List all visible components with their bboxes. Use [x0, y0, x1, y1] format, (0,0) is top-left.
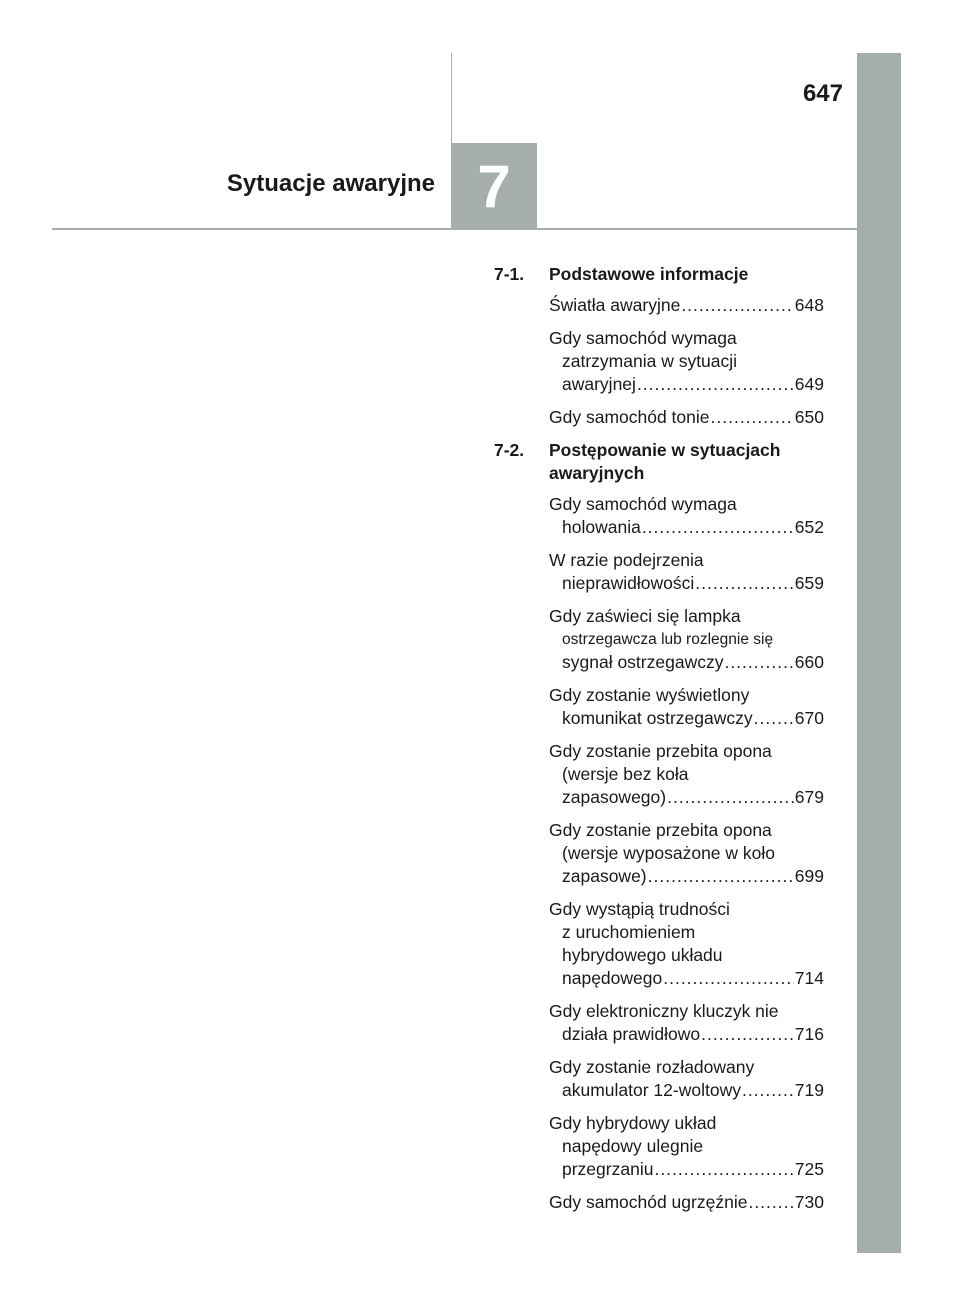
- toc-entry-text: Światła awaryjne: [549, 295, 681, 315]
- toc-entry[interactable]: [549, 549, 824, 595]
- toc-entry-text: Gdy zaświeci się lampka: [549, 606, 741, 626]
- toc-entry-text: (wersje bez koła: [562, 764, 689, 784]
- toc-entry-text: (wersje wyposażone w koło: [562, 843, 776, 863]
- toc-entry-page: 679: [794, 787, 824, 807]
- toc-entry[interactable]: [549, 819, 824, 888]
- header-horizontal-rule: [52, 228, 857, 230]
- toc-entry-text: Gdy samochód ugrzęźnie: [549, 1192, 748, 1212]
- dot-leader: [695, 572, 794, 595]
- toc-entry-page: 699: [794, 866, 824, 886]
- toc-entry-line: [549, 549, 824, 572]
- toc-entry-text: holowania: [562, 517, 641, 537]
- toc-entry-page: 652: [794, 517, 824, 537]
- toc-entry-page: 714: [794, 968, 824, 988]
- toc-entry-line: [549, 406, 824, 429]
- toc-entry-text: Gdy hybrydowy układ: [549, 1113, 717, 1133]
- toc-entry-page: 648: [794, 295, 824, 315]
- header-vertical-rule: [451, 53, 452, 143]
- dot-leader: [663, 967, 794, 990]
- toc-entry-page: 716: [794, 1024, 824, 1044]
- toc-entry-text: Gdy samochód wymaga: [549, 328, 737, 348]
- dot-leader: [642, 516, 794, 539]
- toc-entry[interactable]: [549, 294, 824, 317]
- toc-section-title-line: Podstawowe informacje: [549, 264, 749, 284]
- toc-entry-page: 670: [794, 708, 824, 728]
- toc-entry-line: [549, 1000, 824, 1023]
- chapter-title: Sytuacje awaryjne: [226, 170, 435, 197]
- toc-entry-page: 660: [794, 652, 824, 672]
- toc-entry-text: hybrydowego układu: [562, 945, 723, 965]
- toc-entry-text: awaryjnej: [562, 374, 636, 394]
- toc-entry-line: [549, 651, 824, 674]
- toc-entry-line: [549, 373, 824, 396]
- toc-entry-line: [549, 921, 824, 944]
- toc-entry-line: [549, 865, 824, 888]
- toc-entry-text: ostrzegawcza lub rozlegnie się: [562, 631, 774, 648]
- toc-entry[interactable]: [549, 605, 824, 674]
- toc-section: [494, 439, 824, 1214]
- toc-entry-line: [549, 572, 824, 595]
- toc-entry-text: Gdy zostanie wyświetlony: [549, 685, 750, 705]
- toc-entry-line: [549, 493, 824, 516]
- toc-entry-line: [549, 294, 824, 317]
- toc-entry-page: 730: [794, 1192, 824, 1212]
- toc-entry-text: napędowego: [562, 968, 663, 988]
- toc-entry-line: [549, 842, 824, 865]
- toc-entry-line: [549, 1079, 824, 1102]
- toc-entry[interactable]: [549, 898, 824, 990]
- page-number: 647: [802, 80, 843, 107]
- toc-entry-line: [549, 819, 824, 842]
- dot-leader: [637, 373, 794, 396]
- toc-section-title-line: awaryjnych: [549, 463, 645, 483]
- toc-entry-text: Gdy zostanie przebita opona: [549, 741, 772, 761]
- toc-entry-text: napędowy ulegnie: [562, 1136, 704, 1156]
- toc-entry-line: [549, 763, 824, 786]
- dot-leader: [754, 707, 794, 730]
- toc-entry-text: przegrzaniu: [562, 1159, 654, 1179]
- chapter-number-box: [451, 143, 537, 229]
- toc-entry-line: [549, 707, 824, 730]
- toc-entry-text: Gdy wystąpią trudności: [549, 899, 730, 919]
- toc-entry-text: W razie podejrzenia: [549, 550, 704, 570]
- toc-entry[interactable]: [549, 684, 824, 730]
- toc-entry-text: zatrzymania w sytuacji: [562, 351, 738, 371]
- toc-entry-line: [549, 327, 824, 350]
- toc-section-number: 7-1.: [494, 264, 525, 284]
- toc-entry-line: [549, 350, 824, 373]
- dot-leader: [748, 1191, 793, 1214]
- toc-entry-page: 650: [794, 407, 824, 427]
- toc-entry-line: [549, 786, 824, 809]
- toc-entry-line: [549, 1191, 824, 1214]
- toc-section-heading[interactable]: [494, 439, 824, 485]
- toc-entry-text: działa prawidłowo: [562, 1024, 701, 1044]
- toc-entry[interactable]: [549, 740, 824, 809]
- toc-entry-text: Gdy zostanie rozładowany: [549, 1057, 755, 1077]
- toc-section-heading[interactable]: [494, 263, 824, 286]
- dot-leader: [711, 406, 794, 429]
- toc-entry-text: z uruchomieniem: [562, 922, 696, 942]
- toc-entry-line: [549, 684, 824, 707]
- dot-leader: [724, 651, 793, 674]
- toc-entry-line: [549, 898, 824, 921]
- chapter-side-tab: [857, 53, 901, 1253]
- toc-entry-text: nieprawidłowości: [562, 573, 695, 593]
- toc-entry-text: akumulator 12-woltowy: [562, 1080, 741, 1100]
- toc-entry[interactable]: [549, 493, 824, 539]
- toc-entry-page: 725: [794, 1159, 824, 1179]
- toc-entry-line: [549, 605, 824, 628]
- toc-entry-line: [549, 944, 824, 967]
- toc-entry-text: komunikat ostrzegawczy: [562, 708, 753, 728]
- dot-leader: [654, 1158, 793, 1181]
- dot-leader: [681, 294, 793, 317]
- toc-entry[interactable]: [549, 1056, 824, 1102]
- toc-entry-text: Gdy samochód tonie: [549, 407, 710, 427]
- toc-entry[interactable]: [549, 1191, 824, 1214]
- toc-entry[interactable]: [549, 1112, 824, 1181]
- toc-entry-line: [549, 1135, 824, 1158]
- toc-entry-line: [549, 1023, 824, 1046]
- toc-entry-line: [549, 1112, 824, 1135]
- toc-entry-text: sygnał ostrzegawczy: [562, 652, 724, 672]
- toc-entry-line: [549, 1158, 824, 1181]
- toc-entry-line: [549, 516, 824, 539]
- toc-section-title-line: Postępowanie w sytuacjach: [549, 440, 781, 460]
- toc-entry[interactable]: [549, 327, 824, 396]
- toc-section: [494, 263, 824, 429]
- toc-section-title: [549, 439, 824, 485]
- toc-entry-line: [549, 1056, 824, 1079]
- toc-section-number: 7-2.: [494, 440, 525, 460]
- toc-entry-line: [549, 740, 824, 763]
- toc-entry-page: 659: [794, 573, 824, 593]
- dot-leader: [742, 1079, 794, 1102]
- toc-section-title: [549, 263, 824, 286]
- dot-leader: [648, 865, 794, 888]
- toc-entry-line: [549, 967, 824, 990]
- toc-entry-text: zapasowe): [562, 866, 647, 886]
- toc-entry-page: 649: [794, 374, 824, 394]
- toc-entry-text: Gdy elektroniczny kluczyk nie: [549, 1001, 779, 1021]
- toc-entry-text: zapasowego): [562, 787, 667, 807]
- toc-entry-text: Gdy zostanie przebita opona: [549, 820, 772, 840]
- dot-leader: [667, 786, 794, 809]
- dot-leader: [701, 1023, 794, 1046]
- toc-entry-line: [549, 628, 824, 651]
- toc-entry[interactable]: [549, 1000, 824, 1046]
- toc-entry-page: 719: [794, 1080, 824, 1100]
- table-of-contents: [494, 263, 824, 1224]
- chapter-number: 7: [477, 152, 511, 220]
- toc-entry-text: Gdy samochód wymaga: [549, 494, 737, 514]
- toc-entry[interactable]: [549, 406, 824, 429]
